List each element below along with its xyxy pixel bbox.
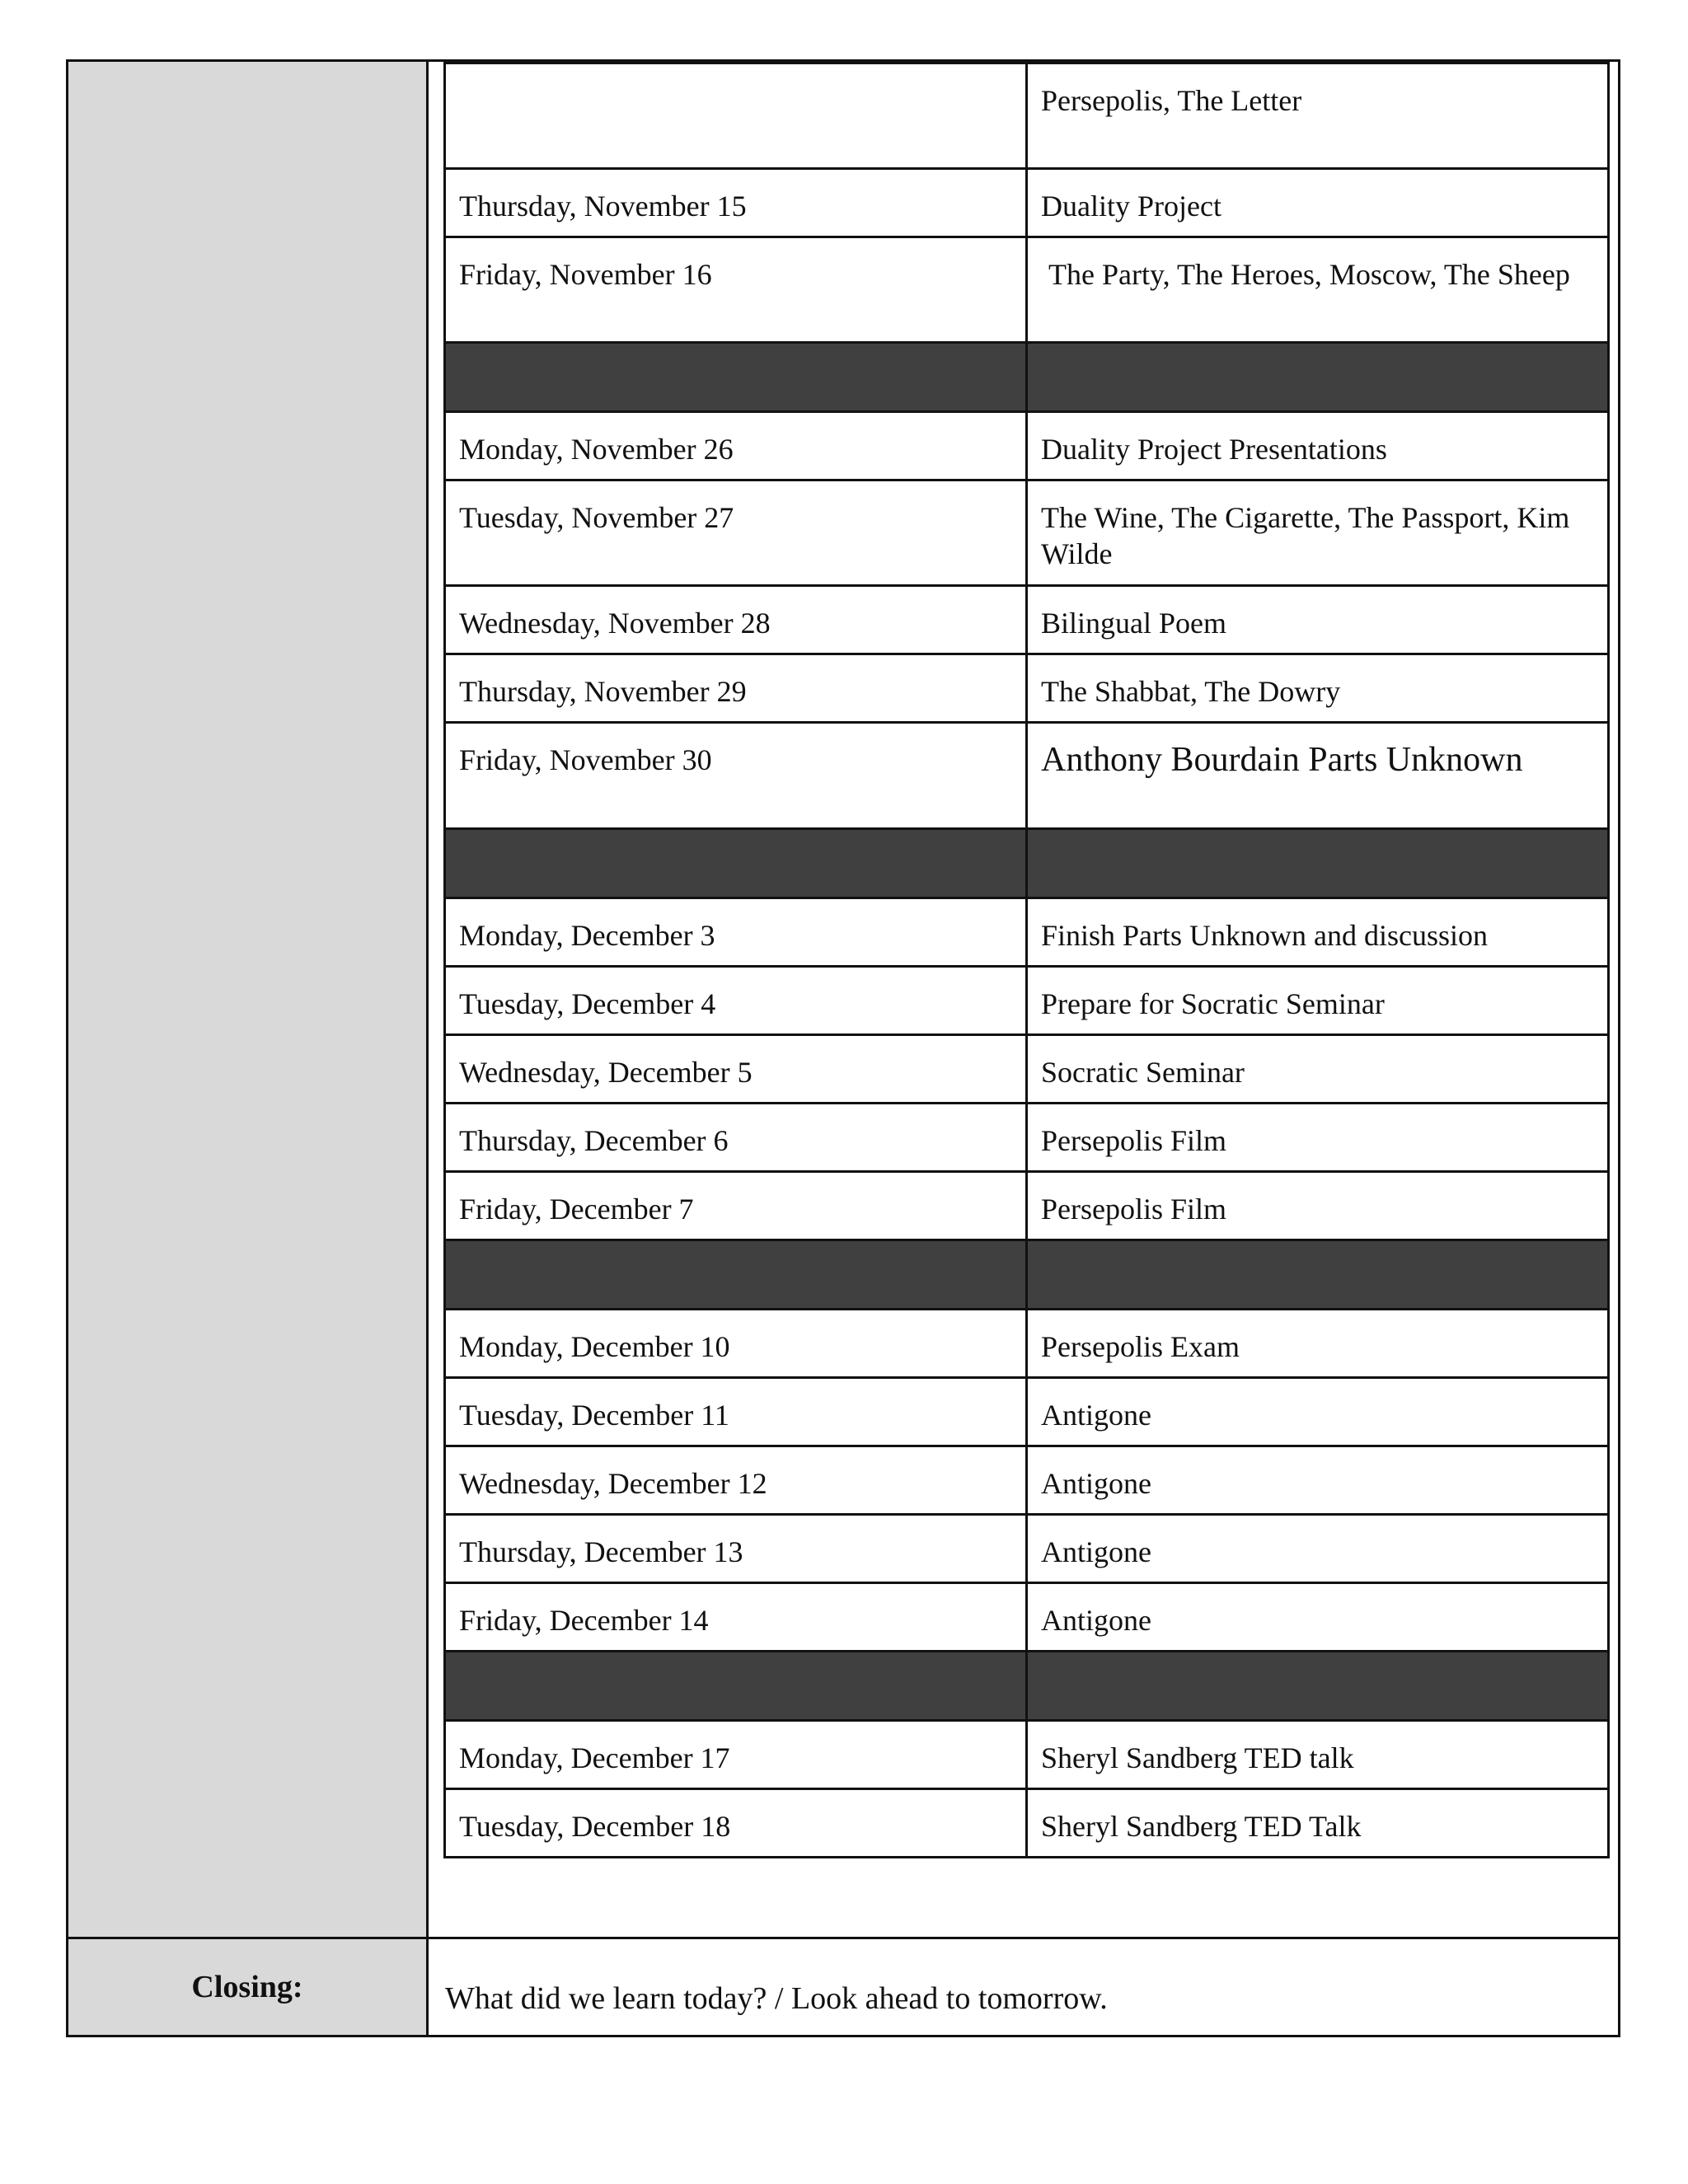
week-divider-cell — [1027, 829, 1609, 898]
activity-text: The Wine, The Cigarette, The Passport, Kim Wilde — [1041, 501, 1577, 570]
activity-text: Sheryl Sandberg TED talk — [1041, 1741, 1354, 1774]
schedule-section — [429, 62, 1618, 1937]
activity-cell — [1027, 898, 1609, 967]
activity-cell — [1027, 1172, 1609, 1240]
date-cell: Wednesday, November 28 — [445, 586, 1027, 654]
activity-cell — [1027, 1378, 1609, 1446]
schedule-row — [445, 1583, 1609, 1652]
schedule-row — [445, 1446, 1609, 1515]
schedule-row — [445, 1172, 1609, 1240]
date-cell: Tuesday, December 18 — [445, 1789, 1027, 1858]
schedule-row — [445, 480, 1609, 586]
activity-text: Antigone — [1041, 1604, 1151, 1637]
schedule-row — [445, 898, 1609, 967]
section-label-cell — [68, 62, 429, 1937]
activity-text: Persepolis Film — [1041, 1124, 1227, 1157]
schedule-row — [445, 1789, 1609, 1858]
schedule-row — [445, 412, 1609, 480]
activity-cell — [1027, 1789, 1609, 1858]
lesson-plan-frame — [66, 59, 1620, 2037]
schedule-row — [445, 1515, 1609, 1583]
schedule-row — [445, 1378, 1609, 1446]
schedule-row — [445, 723, 1609, 829]
date-cell: Wednesday, December 5 — [445, 1035, 1027, 1104]
schedule-row — [445, 654, 1609, 723]
activity-text: The Party, The Heroes, Moscow, The Sheep — [1041, 258, 1570, 291]
week-divider-cell — [445, 1240, 1027, 1310]
date-cell: Friday, December 14 — [445, 1583, 1027, 1652]
schedule-row — [445, 63, 1609, 169]
schedule-row — [445, 237, 1609, 343]
activity-cell — [1027, 1310, 1609, 1378]
date-cell: Thursday, December 6 — [445, 1104, 1027, 1172]
date-cell: Monday, December 3 — [445, 898, 1027, 967]
date-cell: Monday, December 10 — [445, 1310, 1027, 1378]
schedule-table-body — [445, 63, 1609, 1858]
activity-cell — [1027, 654, 1609, 723]
week-divider-cell — [1027, 1240, 1609, 1310]
week-divider-row — [445, 343, 1609, 412]
activity-cell — [1027, 237, 1609, 343]
date-cell: Thursday, November 15 — [445, 169, 1027, 237]
week-divider-cell — [1027, 1652, 1609, 1721]
activity-text: Bilingual Poem — [1041, 607, 1226, 640]
activity-cell — [1027, 586, 1609, 654]
date-cell: Friday, December 7 — [445, 1172, 1027, 1240]
week-divider-row — [445, 829, 1609, 898]
week-divider-cell — [445, 829, 1027, 898]
activity-text: Finish Parts Unknown and discussion — [1041, 919, 1489, 952]
closing-text: What did we learn today? / Look ahead to tomorrow. — [445, 1981, 1108, 2016]
activity-cell — [1027, 723, 1609, 829]
date-cell: Thursday, November 29 — [445, 654, 1027, 723]
activity-text: Duality Project — [1041, 190, 1221, 223]
schedule-row — [445, 967, 1609, 1035]
activity-text: Socratic Seminar — [1041, 1056, 1245, 1089]
activity-cell — [1027, 1104, 1609, 1172]
schedule-table — [443, 62, 1610, 1858]
activity-text: Persepolis Exam — [1041, 1330, 1240, 1363]
week-divider-cell — [1027, 343, 1609, 412]
activity-text: Duality Project Presentations — [1041, 433, 1387, 466]
schedule-row — [445, 1035, 1609, 1104]
closing-section — [429, 1937, 1618, 2035]
week-divider-row — [445, 1652, 1609, 1721]
week-divider-cell — [445, 343, 1027, 412]
date-cell: Wednesday, December 12 — [445, 1446, 1027, 1515]
date-cell: Friday, November 16 — [445, 237, 1027, 343]
date-cell: Friday, November 30 — [445, 723, 1027, 829]
week-divider-row — [445, 1240, 1609, 1310]
schedule-row — [445, 169, 1609, 237]
date-cell — [445, 63, 1027, 169]
schedule-row — [445, 1104, 1609, 1172]
activity-text: Persepolis Film — [1041, 1193, 1227, 1226]
activity-cell — [1027, 169, 1609, 237]
date-cell: Monday, December 17 — [445, 1721, 1027, 1789]
activity-text: Prepare for Socratic Seminar — [1041, 987, 1385, 1020]
activity-cell — [1027, 1515, 1609, 1583]
activity-cell — [1027, 412, 1609, 480]
date-cell: Monday, November 26 — [445, 412, 1027, 480]
date-cell: Tuesday, December 4 — [445, 967, 1027, 1035]
schedule-row — [445, 1310, 1609, 1378]
activity-cell — [1027, 63, 1609, 169]
activity-cell — [1027, 480, 1609, 586]
week-divider-cell — [445, 1652, 1027, 1721]
activity-cell — [1027, 1583, 1609, 1652]
schedule-row — [445, 1721, 1609, 1789]
activity-text: The Shabbat, The Dowry — [1041, 675, 1341, 708]
activity-cell — [1027, 1721, 1609, 1789]
date-cell: Tuesday, December 11 — [445, 1378, 1027, 1446]
activity-cell — [1027, 967, 1609, 1035]
activity-text: Antigone — [1041, 1399, 1151, 1432]
schedule-row — [445, 586, 1609, 654]
activity-cell — [1027, 1035, 1609, 1104]
activity-text: Antigone — [1041, 1535, 1151, 1568]
closing-label: Closing: — [68, 1937, 429, 2035]
date-cell: Tuesday, November 27 — [445, 480, 1027, 586]
activity-text: Antigone — [1041, 1467, 1151, 1500]
date-cell: Thursday, December 13 — [445, 1515, 1027, 1583]
activity-cell — [1027, 1446, 1609, 1515]
activity-text: Sheryl Sandberg TED Talk — [1041, 1810, 1362, 1843]
activity-text: Persepolis, The Letter — [1041, 84, 1302, 117]
activity-text: Anthony Bourdain Parts Unknown — [1041, 741, 1523, 779]
